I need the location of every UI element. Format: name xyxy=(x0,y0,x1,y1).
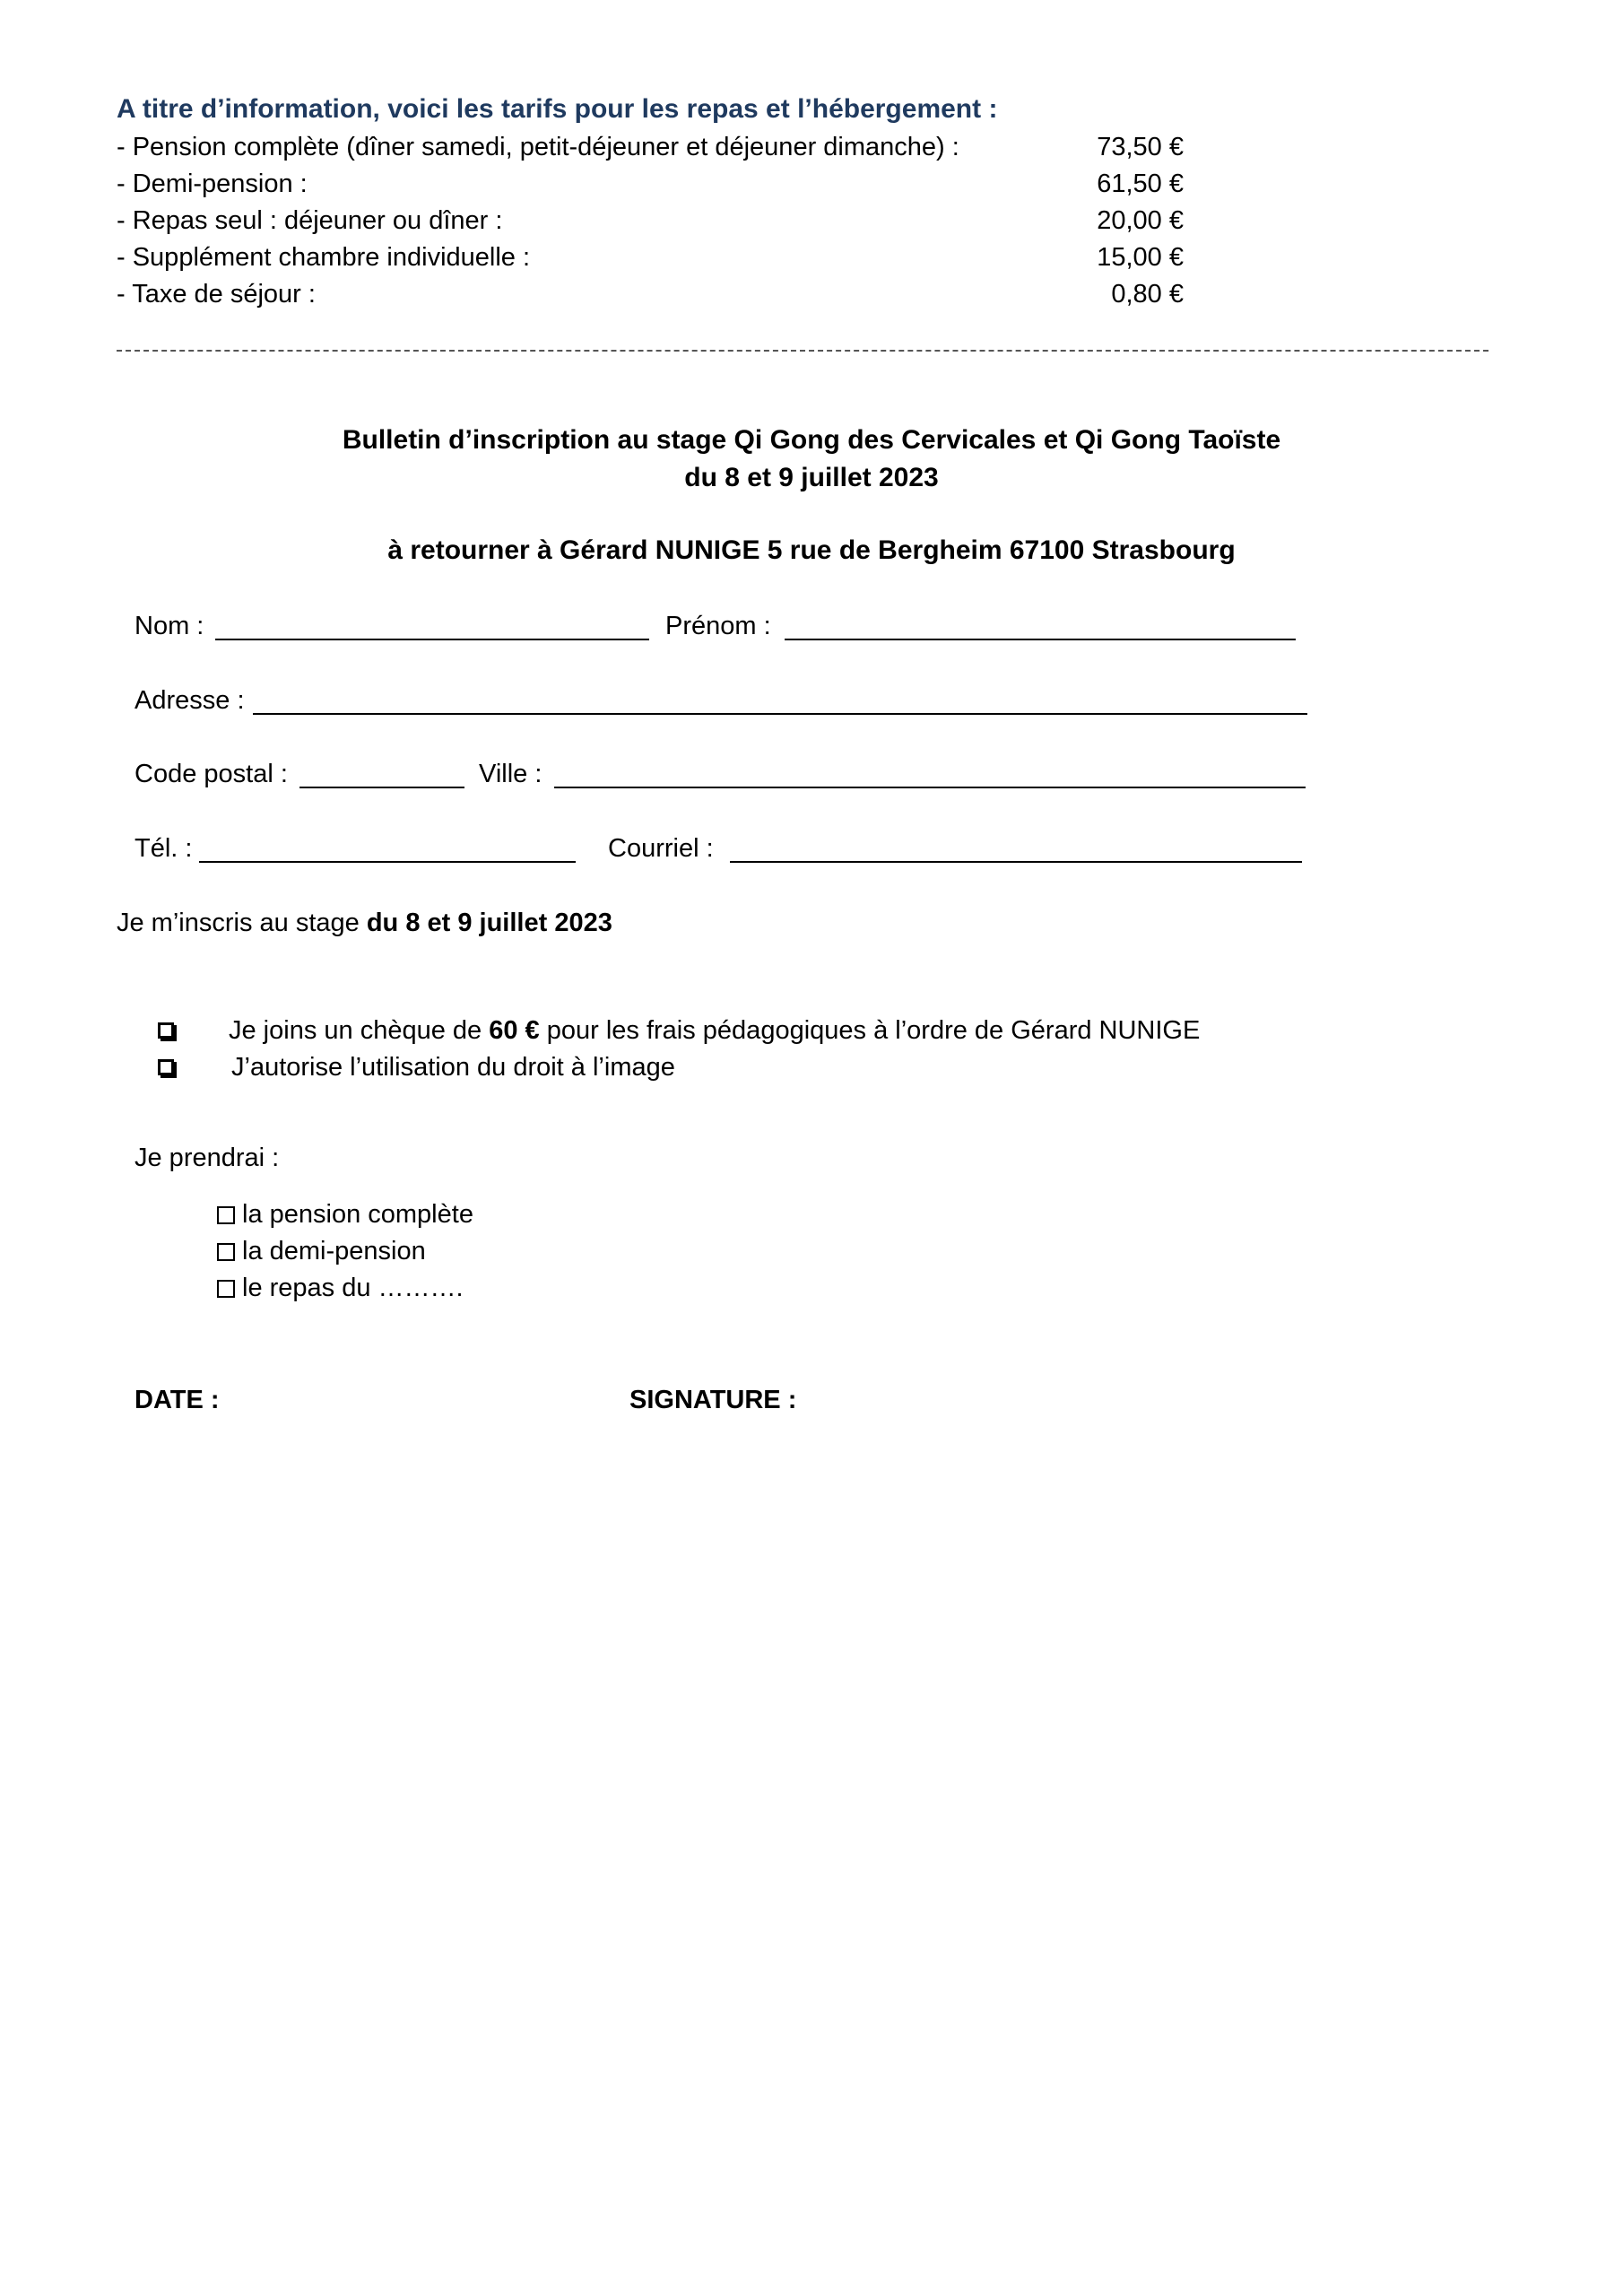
tarif-price-demi-pension: 61,50 € xyxy=(1097,170,1184,198)
meal-choice-repas xyxy=(217,1274,464,1303)
courriel-field[interactable] xyxy=(730,861,1302,863)
repas-checkbox[interactable] xyxy=(217,1280,235,1298)
cheque-suffix: pour les frais pédagogiques à l’ordre de Gérard NUNIGE xyxy=(539,1016,1201,1045)
bulletin-title: Bulletin d’inscription au stage Qi Gong des Cervicales et Qi Gong Taoïste xyxy=(342,425,1281,455)
image-rights-checkbox[interactable] xyxy=(158,1059,174,1075)
meal-choice-demi-pension xyxy=(217,1237,426,1266)
code-postal-label: Code postal : xyxy=(135,760,288,788)
image-rights-text: J’autorise l’utilisation du droit à l’image xyxy=(231,1053,675,1082)
nom-label: Nom : xyxy=(135,612,204,640)
tel-label: Tél. : xyxy=(135,834,193,863)
adresse-field[interactable] xyxy=(253,713,1307,715)
prenom-field[interactable] xyxy=(785,639,1296,640)
inscription-line xyxy=(117,909,612,938)
pension-complete-label: la pension complète xyxy=(242,1200,473,1229)
cheque-prefix: Je joins un chèque de xyxy=(229,1016,490,1045)
bulletin-dates: du 8 et 9 juillet 2023 xyxy=(684,463,939,492)
tarif-price-repas-seul: 20,00 € xyxy=(1097,206,1184,235)
courriel-label: Courriel : xyxy=(608,834,714,863)
date-label: DATE : xyxy=(135,1386,220,1414)
ville-field[interactable] xyxy=(554,787,1306,788)
tarifs-heading: A titre d’information, voici les tarifs pour les repas et l’hébergement : xyxy=(117,94,998,124)
inscription-dates: du 8 et 9 juillet 2023 xyxy=(366,909,612,937)
tarif-price-taxe-sejour: 0,80 € xyxy=(1111,280,1184,309)
inscription-prefix: Je m’inscris au stage xyxy=(117,909,367,937)
cheque-amount: 60 € xyxy=(489,1016,540,1045)
cheque-option-text xyxy=(229,1016,1200,1046)
signature-label: SIGNATURE : xyxy=(629,1386,797,1414)
adresse-label: Adresse : xyxy=(135,686,245,715)
tel-field[interactable] xyxy=(199,861,576,863)
cheque-checkbox[interactable] xyxy=(158,1022,174,1039)
demi-pension-label: la demi-pension xyxy=(242,1237,426,1265)
tarif-price-chambre-individuelle: 15,00 € xyxy=(1097,243,1184,272)
tarif-label-repas-seul: - Repas seul : déjeuner ou dîner : xyxy=(117,206,503,235)
tarif-label-demi-pension: - Demi-pension : xyxy=(117,170,308,198)
ville-label: Ville : xyxy=(479,760,542,788)
prenom-label: Prénom : xyxy=(665,612,771,640)
tarif-label-taxe-sejour: - Taxe de séjour : xyxy=(117,280,316,309)
tarif-price-pension-complete: 73,50 € xyxy=(1097,133,1184,161)
nom-field[interactable] xyxy=(215,639,649,640)
tarif-label-pension-complete: - Pension complète (dîner samedi, petit-déjeuner et déjeuner dimanche) : xyxy=(117,133,959,161)
demi-pension-checkbox[interactable] xyxy=(217,1243,235,1261)
repas-label: le repas du ………. xyxy=(242,1274,464,1302)
code-postal-field[interactable] xyxy=(299,787,464,788)
bulletin-return-address: à retourner à Gérard NUNIGE 5 rue de Bergheim 67100 Strasbourg xyxy=(387,535,1236,565)
pension-complete-checkbox[interactable] xyxy=(217,1206,235,1224)
cut-separator-line xyxy=(117,350,1488,352)
tarif-label-chambre-individuelle: - Supplément chambre individuelle : xyxy=(117,243,531,272)
meal-choice-pension-complete xyxy=(217,1200,473,1230)
meals-label: Je prendrai : xyxy=(135,1144,280,1172)
